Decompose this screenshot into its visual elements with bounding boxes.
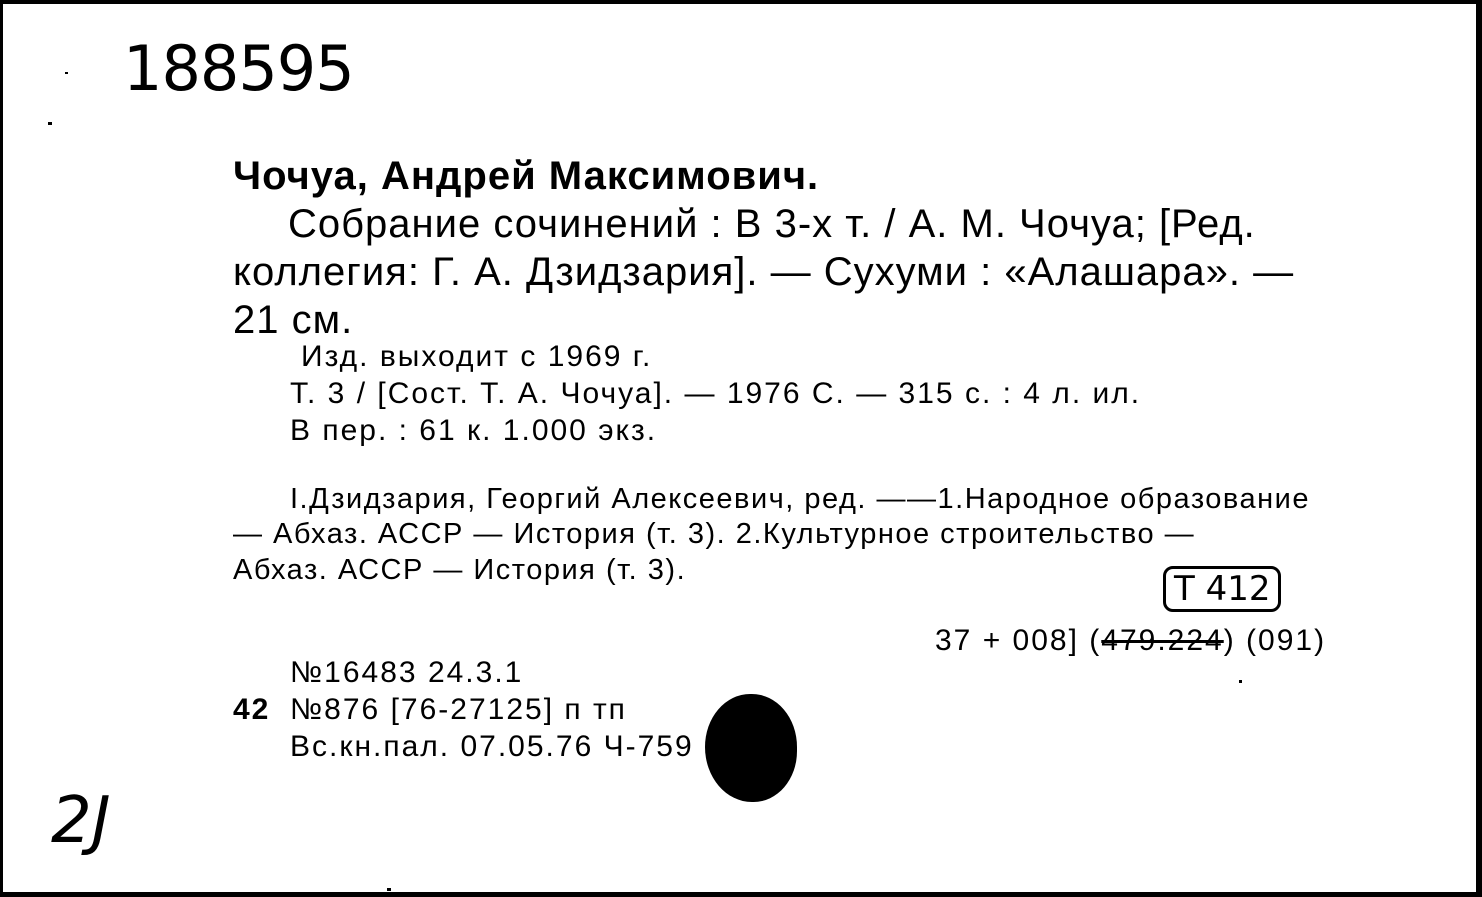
title-line-1: Собрание сочинений : В 3-х т. / А. М. Чочуа; [Ред. (288, 202, 1256, 246)
speck (48, 122, 52, 125)
book-chamber-line: Вс.кн.пал. 07.05.76 Ч-759 (290, 730, 694, 763)
note-line-2: Т. 3 / [Сост. Т. А. Чочуа]. — 1976 С. — 315 с. : 4 л. ил. (290, 377, 1142, 410)
speck (65, 72, 68, 74)
speck (1239, 680, 1242, 683)
handwritten-corner-mark: 2J (51, 784, 111, 858)
subject-line-2: — Абхаз. АССР — История (т. 3). 2.Культурное строительство — (233, 518, 1196, 550)
title-line-2: коллегия: Г. А. Дзидзария]. — Сухуми : «Алашара». — (233, 250, 1295, 294)
handwritten-correction (1163, 569, 1281, 609)
subject-line-3: Абхаз. АССР — История (т. 3). (233, 554, 687, 586)
title-line-3: 21 см. (233, 298, 354, 342)
catalog-number: №16483 24.3.1 (290, 656, 524, 689)
classification-prefix: 37 + 008] ( (935, 624, 1102, 657)
order-line: №876 [76-27125] п тп (290, 693, 627, 726)
classification-index (935, 624, 1326, 658)
author-heading: Чочуа, Андрей Максимович. (233, 154, 820, 198)
ink-blot (705, 694, 797, 802)
classification-struck: 479.224 (1101, 624, 1224, 657)
note-line-3: В пер. : 61 к. 1.000 экз. (290, 414, 658, 447)
note-line-1: Изд. выходит с 1969 г. (301, 340, 653, 373)
row-number: 42 (233, 693, 271, 726)
subject-line-1: I.Дзидзария, Георгий Алексеевич, ред. ——1.Народное образование (290, 483, 1310, 515)
speck (387, 888, 391, 891)
accession-number: 188595 (123, 32, 354, 105)
correction-box: Т 412 (1163, 566, 1281, 612)
classification-suffix: ) (091) (1223, 624, 1327, 657)
